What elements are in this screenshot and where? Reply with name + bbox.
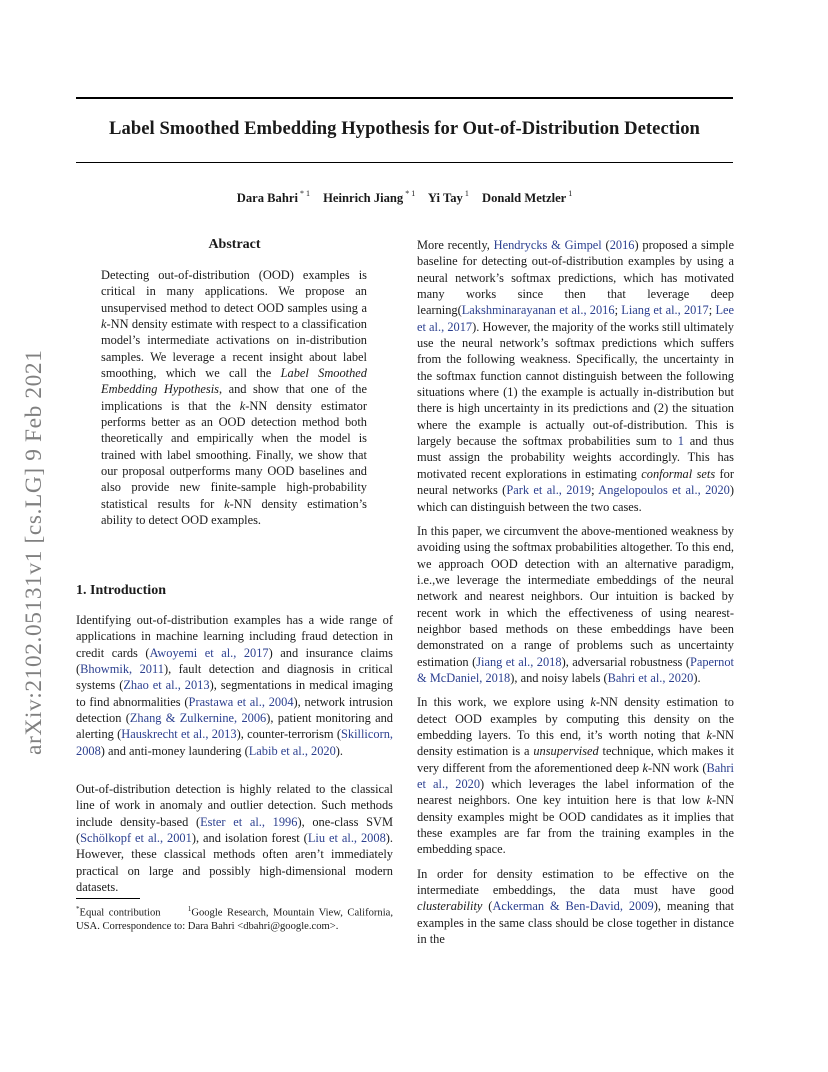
citation-link[interactable]: Hauskrecht et al., 2013 <box>121 727 237 742</box>
author-4: Donald Metzler $^1$ <box>481 189 573 205</box>
citation-link[interactable]: Schölkopf et al., 2001 <box>80 831 192 846</box>
citation-link[interactable]: Hendrycks & Gimpel <box>493 238 602 252</box>
author-2: Heinrich Jiang $^{* 1}$ <box>323 189 416 205</box>
right-paragraph-4: In order for density estimation to be effective on the intermediate embeddings, the data must have good clusterability (Ackerman & Ben-David, 2009), meaning that examples in the same class should be close together in distance in the <box>417 866 734 947</box>
citation-link[interactable]: Bhowmik, 2011 <box>80 662 164 677</box>
citation-link[interactable]: Angelopoulos et al., 2020 <box>598 483 730 498</box>
citation-link[interactable]: Bahri et al., 2020 <box>417 760 734 791</box>
citation-link[interactable]: Jiang et al., 2018 <box>476 654 562 669</box>
right-column <box>417 237 734 955</box>
citation-link[interactable]: Papernot & McDaniel, 2018 <box>417 654 734 685</box>
footnote: *Equal contribution $^1$Google Research, Mountain View, California, USA. Correspondence to: Dara Bahri <dbahri@google.com>. <box>76 905 394 933</box>
citation-link[interactable]: Zhao et al., 2013 <box>123 678 210 693</box>
citation-link[interactable]: Ester et al., 1996 <box>200 814 298 829</box>
citation-link[interactable]: Liang et al., 2017 <box>621 303 709 318</box>
intro-paragraph-2: Out-of-distribution detection is highly related to the classical line of work in anomaly and outlier detection. Such methods include density-based (Ester et al., 1996), one-class SVM (Schölkopf et al., 2001), and isolation forest (Liu et al., 2008). However, these classical methods often aren’t immediately practical on large and possibly high-dimensional modern datasets. <box>76 782 393 895</box>
paper-title: Label Smoothed Embedding Hypothesis for Out-of-Distribution Detection <box>109 118 700 139</box>
citation-link[interactable]: Prastawa et al., 2004 <box>188 694 294 709</box>
citation-link[interactable]: Liu et al., 2008 <box>307 831 386 846</box>
author-3: Yi Tay $^1$ <box>427 189 469 205</box>
intro-paragraph-1: Identifying out-of-distribution examples has a wide range of applications in machine learning including fraud detection in credit cards (Awoyemi et al., 2017) and insurance claims (Bhowmik, 2011), fault detection and diagnosis in critical systems (Zhao et al., 2013), segmentations in medical imaging to find abnormalities (Prastawa et al., 2004), network intrusion detection (Zhang & Zulkernine, 2006), patient monitoring and alerting (Hauskrecht et al., 2013), counter-terrorism (Skillicorn, 2008) and anti-money laundering (Labib et al., 2020). <box>76 613 393 758</box>
citation-link[interactable]: Ackerman & Ben-David, 2009 <box>492 899 654 914</box>
citation-link[interactable]: 1 <box>677 434 684 449</box>
citation-link[interactable]: Labib et al., 2020 <box>248 743 336 758</box>
citation-link[interactable]: Park et al., 2019 <box>506 483 592 498</box>
author-1: Dara Bahri $^{* 1}$ <box>236 189 310 205</box>
citation-link[interactable]: Bahri et al., 2020 <box>607 670 694 685</box>
arxiv-identifier: arXiv:2102.05131v1 [cs.LG] 9 Feb 2021 <box>21 349 47 755</box>
right-paragraph-3: In this work, we explore using k-NN density estimation to detect OOD examples by computing this density on the embedding layers. To this end, it’s worth noting that k-NN density estimation is a unsupervised technique, which makes it very different from the aforementioned deep k-NN work (Bahri et al., 2020) which leverages the label information of the nearest neighbors. One key intuition here is that low k-NN density examples might be OOD candidates as it implies that these examples are far from the training examples in the embedding space. <box>417 695 735 857</box>
title-top-rule <box>76 97 733 99</box>
footnote-rule <box>76 898 140 899</box>
citation-link[interactable]: Zhang & Zulkernine, 2006 <box>129 711 267 726</box>
citation-link[interactable]: Awoyemi et al., 2017 <box>149 645 269 660</box>
citation-link[interactable]: Skillicorn, 2008 <box>76 727 393 758</box>
author-list <box>76 191 733 206</box>
title-bottom-rule <box>76 162 733 163</box>
introduction-heading: 1. Introduction <box>76 583 166 598</box>
abstract-heading: Abstract <box>208 237 261 252</box>
right-paragraph-2: In this paper, we circumvent the above-mentioned weakness by avoiding using the softmax probabilities altogether. To this end, we approach OOD detection with an alternative paradigm, i.e.,we leverage the intermediate embeddings of the neural network and nearest neighbors. Our intuition is backed by recent work in which the effectiveness of using nearest-neighbor based methods on these embeddings have been demonstrated on a range of problems such as uncertainty estimation (Jiang et al., 2018), adversarial robustness (Papernot & McDaniel, 2018), and noisy labels (Bahri et al., 2020). <box>417 523 734 685</box>
citation-link[interactable]: Lakshminarayanan et al., 2016 <box>461 303 615 318</box>
right-paragraph-1: More recently, Hendrycks & Gimpel (2016) proposed a simple baseline for detecting out-of-distribution examples by using a neural network’s softmax predictions, which has motivated many works since then that leverage deep learning(Lakshminarayanan et al., 2016; Liang et al., 2017; Lee et al., 2017). However, the majority of the works still ultimately use the neural network’s softmax predictions which suffers from the following weakness. Specifically, the uncertainty in the softmax function cannot distinguish between the following situations where (1) the example is actually in-distribution but there is high uncertainty in its predictions and (2) the situation where the example is actually out-of-distribution. This is largely because the softmax probabilities sum to 1 and thus must assign the probability weights accordingly. This has motivated recent explorations in estimating conformal sets for neural networks (Park et al., 2019; Angelopoulos et al., 2020) which can distinguish between the two cases. <box>417 238 735 514</box>
citation-link[interactable]: 2016 <box>609 238 635 252</box>
citation-link[interactable]: Lee et al., 2017 <box>417 303 735 334</box>
abstract-text: Detecting out-of-distribution (OOD) examples is critical in many applications. We propose an unsupervised method to detect OOD samples using a k-NN density estimate with respect to a classification model’s intermediate activations on in-distribution samples. We leverage a recent insight about label smoothing, which we call the Label Smoothed Embedding Hypothesis, and show that one of the implications is that the k-NN density estimator performs better as an OOD detection method both theoretically and empirically when the model is trained with label smoothing. Finally, we show that our proposal outperforms many OOD baselines and also provide new finite-sample high-probability statistical results for k-NN density estimation’s ability to detect OOD examples. <box>101 268 368 528</box>
